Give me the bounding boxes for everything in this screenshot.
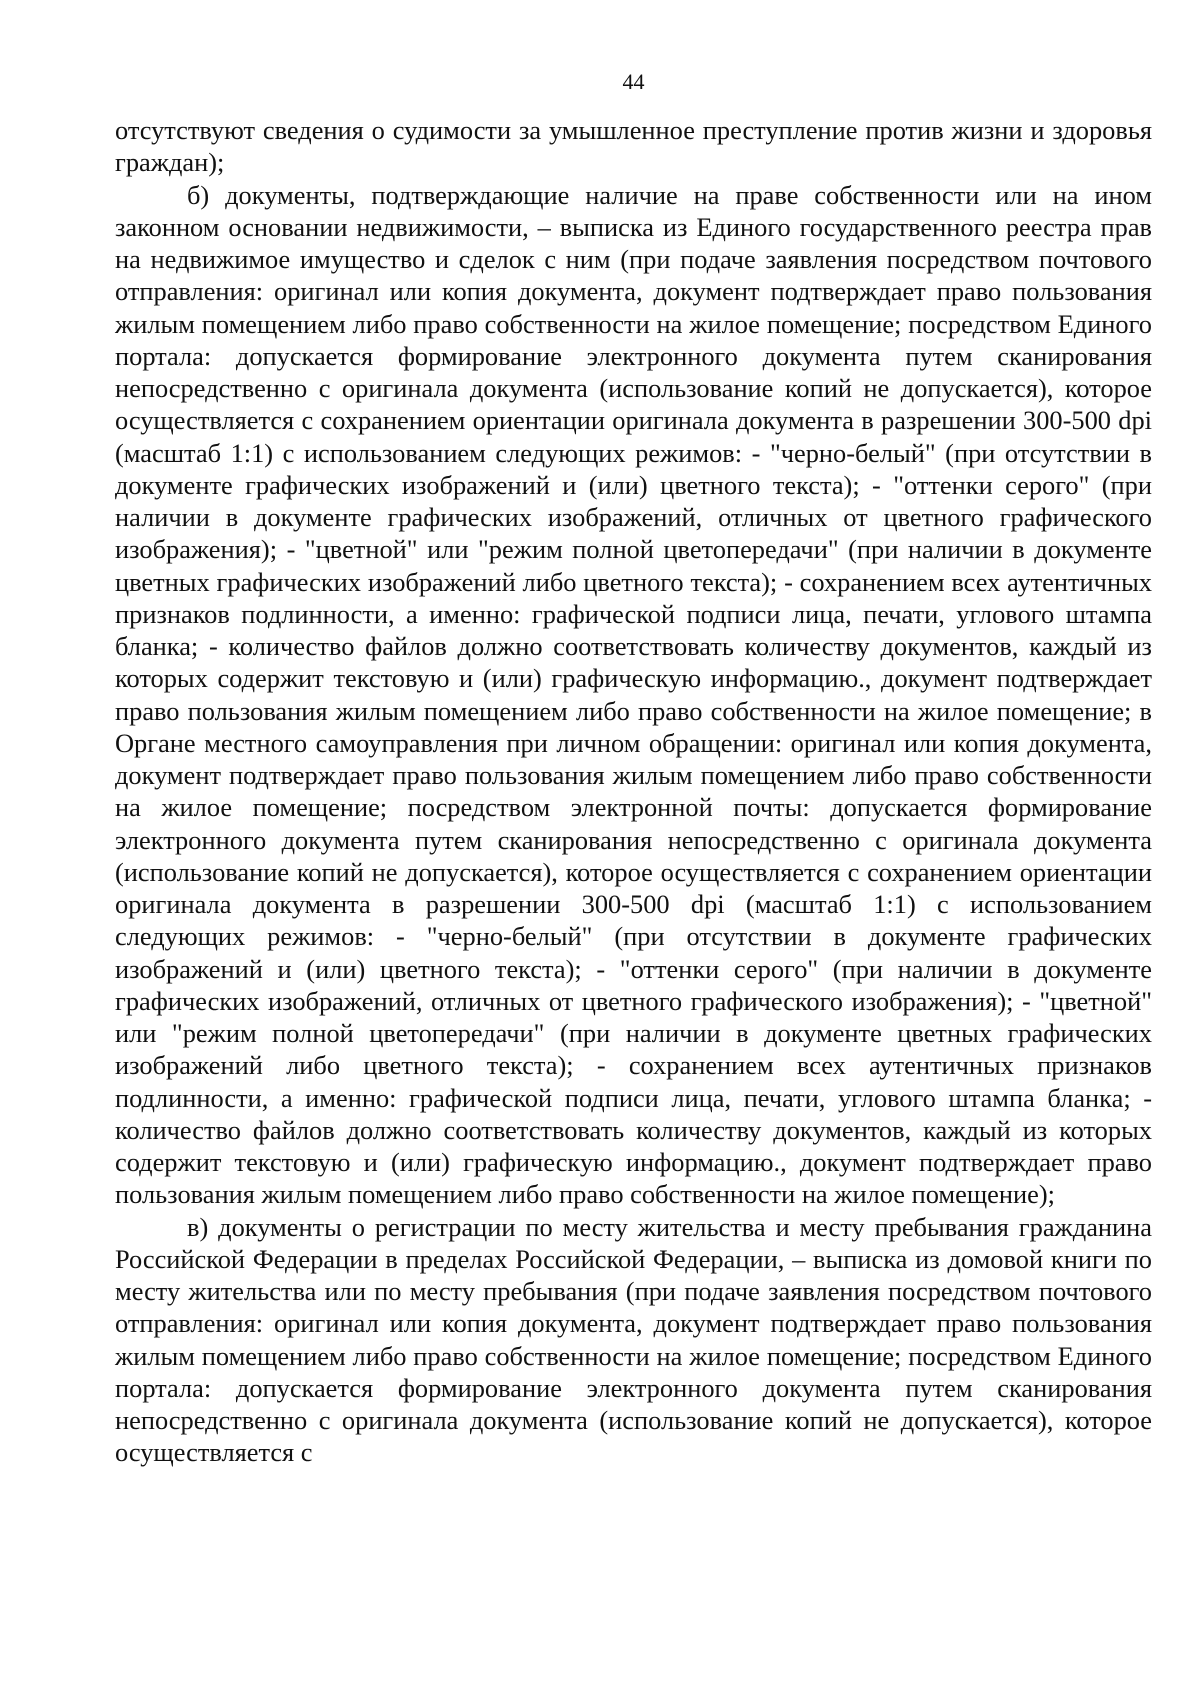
paragraph-b-property-documents: б) документы, подтверждающие наличие на праве собственности или на ином законном основании недвижимости, – выписка из Единого государственного реестра прав на недвижимое имущество и сделок с ним (при подаче заявления посредством почтового отправления: оригинал или копия документа, документ подтверждает право пользования жилым помещением либо право собственности на жилое помещение; посредством Единого портала: допускается формирование электронного документа путем сканирования непосредственно с оригинала документа (использование копий не допускается), которое осуществляется с сохранением ориентации оригинала документа в разрешении 300-500 dpi (масштаб 1:1) с использованием следующих режимов: - "черно-белый" (при отсутствии в документе графических изображений и (или) цветного текста); - "оттенки серого" (при наличии в документе графических изображений, отличных от цветного графического изображения); - "цветной" или "режим полной цветопередачи" (при наличии в документе цветных графических изображений либо цветного текста); - сохранением всех аутентичных признаков подлинности, а именно: графической подписи лица, печати, углового штампа бланка; - количество файлов должно соответствовать количеству документов, каждый из которых содержит текстовую и (или) графическую информацию., документ подтверждает право пользования жилым помещением либо право собственности на жилое помещение; в Органе местного самоуправления при личном обращении: оригинал или копия документа, документ подтверждает право пользования жилым помещением либо право собственности на жилое помещение; посредством электронной почты: допускается формирование электронного документа путем сканирования непосредственно с оригинала документа (использование копий не допускается), которое осуществляется с сохранением ориентации оригинала документа в разрешении 300-500 dpi (масштаб 1:1) с использованием следующих режимов: - "черно-белый" (при отсутствии в документе графических изображений и (или) цветного текста); - "оттенки серого" (при наличии в документе графических изображений, отличных от цветного графического изображения); - "цветной" или "режим полной цветопередачи" (при наличии в документе цветных графических изображений либо цветного текста); - сохранением всех аутентичных признаков подлинности, а именно: графической подписи лица, печати, углового штампа бланка; - количество файлов должно соответствовать количеству документов, каждый из которых содержит текстовую и (или) графическую информацию., документ подтверждает право пользования жилым помещением либо право собственности на жилое помещение); — [115, 179, 1152, 1210]
document-page — [115, 68, 1152, 1469]
paragraph-v-registration-documents: в) документы о регистрации по месту жительства и месту пребывания гражданина Российской Федерации в пределах Российской Федерации, – выписка из домовой книги по месту жительства или по месту пребывания (при подаче заявления посредством почтового отправления: оригинал или копия документа, документ подтверждает право пользования жилым помещением либо право собственности на жилое помещение; посредством Единого портала: допускается формирование электронного документа путем сканирования непосредственно с оригинала документа (использование копий не допускается), которое осуществляется с — [115, 1211, 1152, 1468]
paragraph-continuation: отсутствуют сведения о судимости за умышленное преступление против жизни и здоровья граждан); — [115, 115, 1152, 178]
page-number: 44 — [622, 69, 645, 94]
